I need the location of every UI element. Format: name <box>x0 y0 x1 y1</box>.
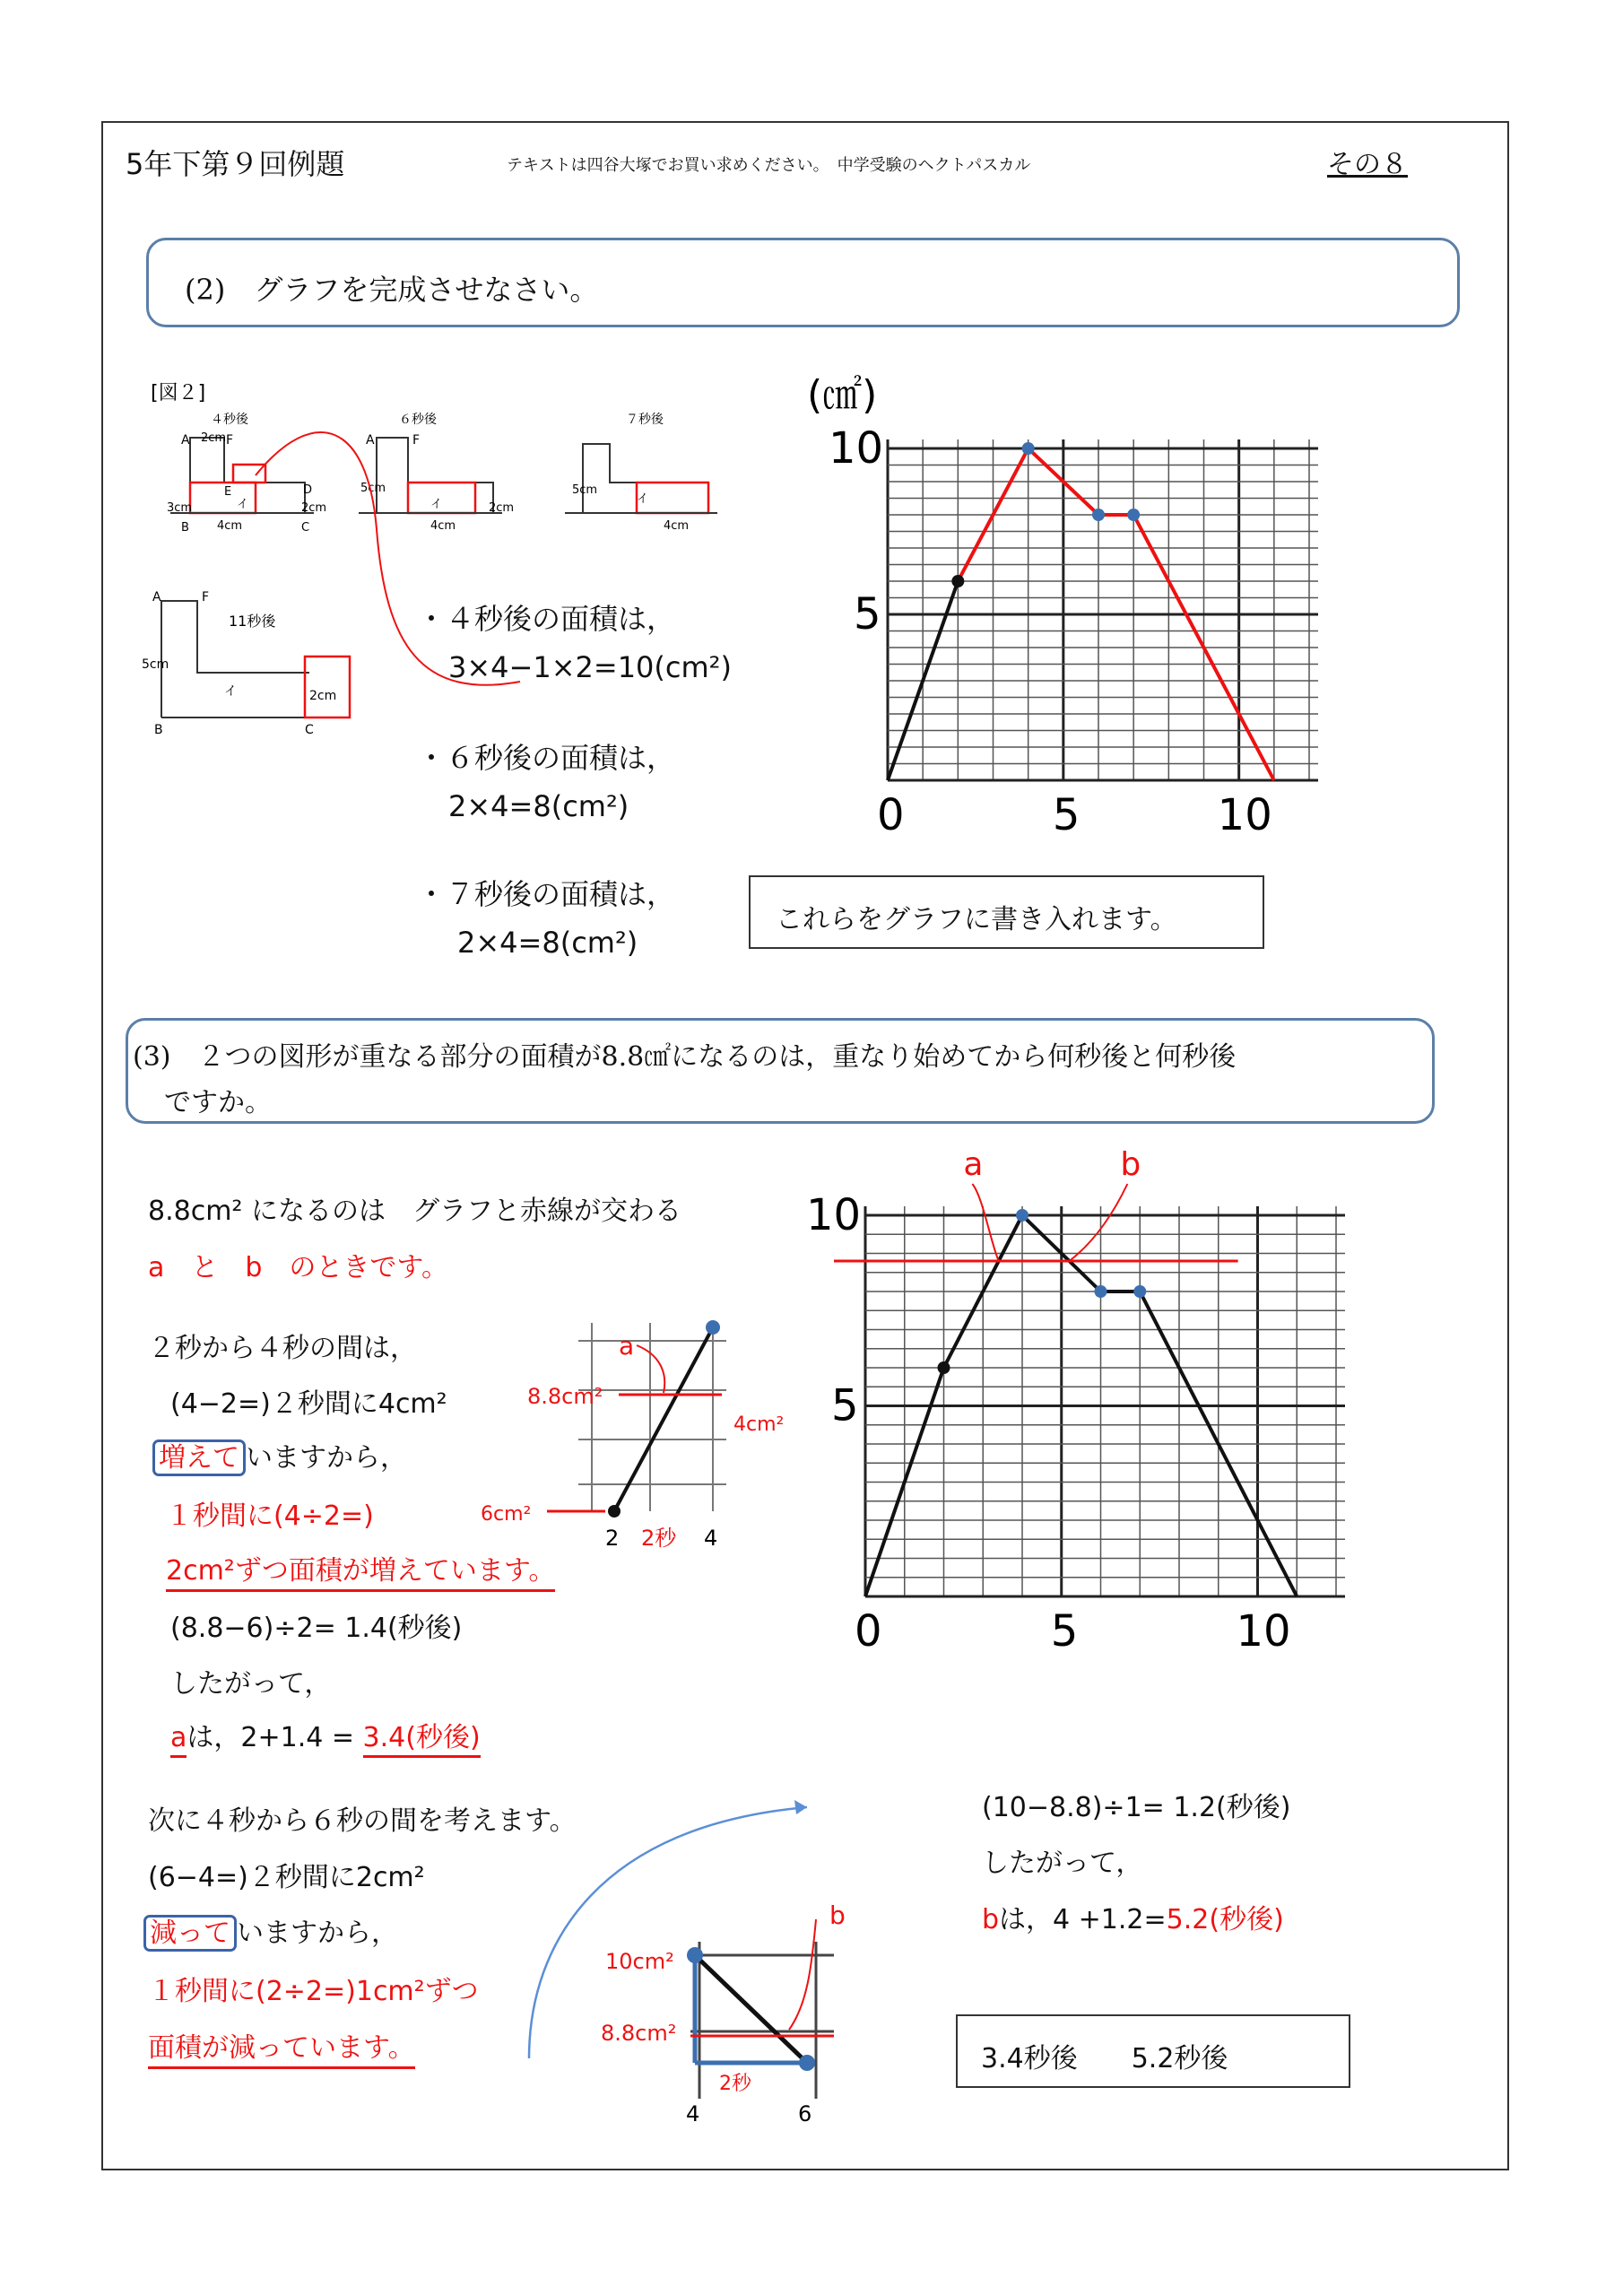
x-tick-label: 10 <box>1217 790 1272 840</box>
q3-line-7: 2cm²ずつ面積が増えています。 <box>166 1548 555 1592</box>
annotation-b: b <box>1120 1146 1141 1183</box>
mini1-diff: 2秒 <box>641 1526 677 1551</box>
data-point <box>1092 509 1105 521</box>
figure-label: [図２] <box>151 382 206 404</box>
vertex-D: D <box>303 483 313 497</box>
q3-a-label: a <box>170 1722 187 1758</box>
q3-decrease-box: 減って <box>143 1915 237 1952</box>
svg-text:イ: イ <box>430 498 443 511</box>
vertex-F: F <box>226 433 234 448</box>
q3-line-4: (4−2=)２秒間に4cm² <box>170 1388 447 1420</box>
area-graph-q2 <box>789 359 1336 852</box>
q3-line-9: したがって， <box>170 1668 332 1700</box>
grid <box>888 439 1318 780</box>
label-4sec: ４秒後 <box>211 413 248 427</box>
question-2-box <box>146 238 1460 327</box>
page-title: 5年下第９回例題 <box>126 147 345 181</box>
area-graph-q3 <box>789 1135 1363 1673</box>
svg-text:A: A <box>366 433 375 448</box>
q3-line-8: (8.8−6)÷2= 1.4(秒後) <box>170 1613 463 1644</box>
vertex-C: C <box>301 521 310 535</box>
mini2-88: 8.8cm² <box>601 2021 677 2046</box>
q3-line-6: １秒間に(4÷2=) <box>166 1500 374 1532</box>
calc-7sec-title: ・７秒後の面積は， <box>417 877 676 911</box>
ticks <box>829 423 1272 840</box>
overlap-4sec-top <box>233 465 265 483</box>
x-tick-label: 5 <box>1052 790 1081 840</box>
final-answer: 3.4秒後 5.2秒後 <box>981 2043 1228 2074</box>
mini-graph-decrease <box>520 1789 846 2148</box>
len-4cm: 4cm <box>217 519 243 533</box>
q3-line-14: １秒間に(2÷2=)1cm²ずつ <box>148 1976 479 2007</box>
y-tick-label: 10 <box>806 1190 862 1240</box>
calc-4sec: 3×4−1×2=10(cm²) <box>448 650 732 684</box>
x-tick-label: 5 <box>1050 1606 1079 1657</box>
q3-line-15: 面積が減っています。 <box>148 2025 415 2069</box>
mini2-diff: 2秒 <box>719 2073 751 2095</box>
mini2-b: b <box>829 1900 846 1930</box>
graph-unit: (㎠) <box>807 372 878 418</box>
svg-text:2cm: 2cm <box>489 501 515 515</box>
mini1-6: 6cm² <box>481 1503 532 1526</box>
vertex-E: E <box>224 485 232 499</box>
answer-box <box>956 2014 1350 2088</box>
data-point <box>1016 1209 1028 1222</box>
x-tick-label: 0 <box>877 790 905 840</box>
x-tick-label: 10 <box>1236 1606 1291 1657</box>
q3-line-12: (6−4=)２秒間に2cm² <box>148 1862 425 1893</box>
grid <box>865 1206 1345 1596</box>
mini1-88: 8.8cm² <box>527 1384 603 1409</box>
mini-graph-increase <box>466 1305 798 1565</box>
question-2-text: (2) グラフを完成させなさい。 <box>185 273 599 307</box>
svg-text:イ: イ <box>224 684 237 699</box>
q3-line-1: 8.8cm² になるのは グラフと赤線が交わる <box>148 1196 681 1227</box>
mini1-4: 4cm² <box>733 1413 785 1436</box>
mini2-10: 10cm² <box>605 1949 674 1974</box>
series <box>834 1146 1297 1596</box>
mini1-x4: 4 <box>704 1526 718 1551</box>
svg-text:イ: イ <box>637 492 649 506</box>
q3-line-13: いますから， <box>237 1918 398 1949</box>
data-point <box>1127 509 1140 521</box>
shape-i: イ <box>237 498 249 511</box>
mini2-x6: 6 <box>798 2101 812 2126</box>
header-note: テキストは四谷大塚でお買い求めください。 中学受験のヘクトパスカル <box>507 156 1031 175</box>
svg-text:A: A <box>152 590 161 604</box>
page-number: その８ <box>1327 149 1408 180</box>
figure-2 <box>135 377 771 762</box>
label-7sec: ７秒後 <box>626 413 664 427</box>
note-box <box>749 875 1264 949</box>
data-point <box>1095 1285 1107 1298</box>
q3-right-3: は，4 +1.2= <box>999 1904 1167 1935</box>
vertex-B: B <box>181 521 189 535</box>
data-point <box>1022 442 1035 455</box>
annotation-a: a <box>963 1146 984 1183</box>
data-point <box>938 1361 950 1374</box>
svg-text:F: F <box>202 590 210 604</box>
q3-line-10: は，2+1.4 = <box>187 1722 354 1753</box>
q3-increase-box: 増えて <box>152 1439 246 1476</box>
calc-6sec: 2×4=8(cm²) <box>448 789 629 823</box>
question-3-line1: (3) ２つの図形が重なる部分の面積が8.8㎠になるのは，重なり始めてから何秒後と何秒後 <box>133 1041 1237 1073</box>
question-3-line2: ですか。 <box>164 1087 272 1118</box>
data-point <box>1133 1285 1146 1298</box>
q3-b-label: b <box>982 1904 1000 1935</box>
mini1-a: a <box>619 1331 635 1361</box>
label-6sec: ６秒後 <box>399 413 437 427</box>
len-3cm: 3cm <box>167 501 193 515</box>
q3-answer-a: 3.4(秒後) <box>363 1722 481 1758</box>
mini2-x4: 4 <box>686 2101 700 2126</box>
svg-text:2cm: 2cm <box>309 689 337 703</box>
overlap-11sec <box>305 657 350 718</box>
svg-text:4cm: 4cm <box>430 519 456 533</box>
q3-right-1: (10−8.8)÷1= 1.2(秒後) <box>982 1792 1291 1823</box>
x-tick-label: 0 <box>855 1606 882 1657</box>
y-tick-label: 5 <box>831 1380 859 1431</box>
svg-text:C: C <box>305 723 314 737</box>
calc-6sec-title: ・６秒後の面積は， <box>417 741 676 775</box>
series <box>888 442 1274 780</box>
y-tick-label: 10 <box>829 423 884 474</box>
q3-answer-b: 5.2(秒後) <box>1166 1904 1284 1935</box>
calc-7sec: 2×4=8(cm²) <box>457 926 638 960</box>
annotation-arrow-b <box>1070 1184 1128 1261</box>
len-2cm: 2cm <box>301 501 327 515</box>
svg-text:5cm: 5cm <box>572 483 598 497</box>
calc-4sec-title: ・４秒後の面積は， <box>417 602 676 636</box>
len-2cm-top: 2cm <box>201 431 227 445</box>
svg-text:4cm: 4cm <box>664 519 690 533</box>
svg-text:B: B <box>154 723 163 737</box>
mini1-x2: 2 <box>605 1526 620 1551</box>
q3-right-2: したがって， <box>982 1848 1143 1879</box>
svg-text:F: F <box>412 433 421 448</box>
svg-text:5cm: 5cm <box>142 657 169 672</box>
data-point <box>951 575 964 587</box>
label-11sec: 11秒後 <box>229 613 276 630</box>
q3-line-3: ２秒から４秒の間は， <box>148 1333 417 1364</box>
svg-text:5cm: 5cm <box>360 482 386 495</box>
vertex-A: A <box>181 433 190 448</box>
note-box-text: これらをグラフに書き入れます。 <box>776 904 1177 935</box>
y-tick-label: 5 <box>854 589 881 639</box>
q3-line-5: いますから， <box>246 1442 407 1474</box>
question-3-box <box>126 1018 1435 1124</box>
annotation-arrow-a <box>972 1184 998 1261</box>
q3-line-2: a と b のときです。 <box>148 1252 449 1283</box>
q3-line-11: 次に４秒から６秒の間を考えます。 <box>148 1805 577 1837</box>
